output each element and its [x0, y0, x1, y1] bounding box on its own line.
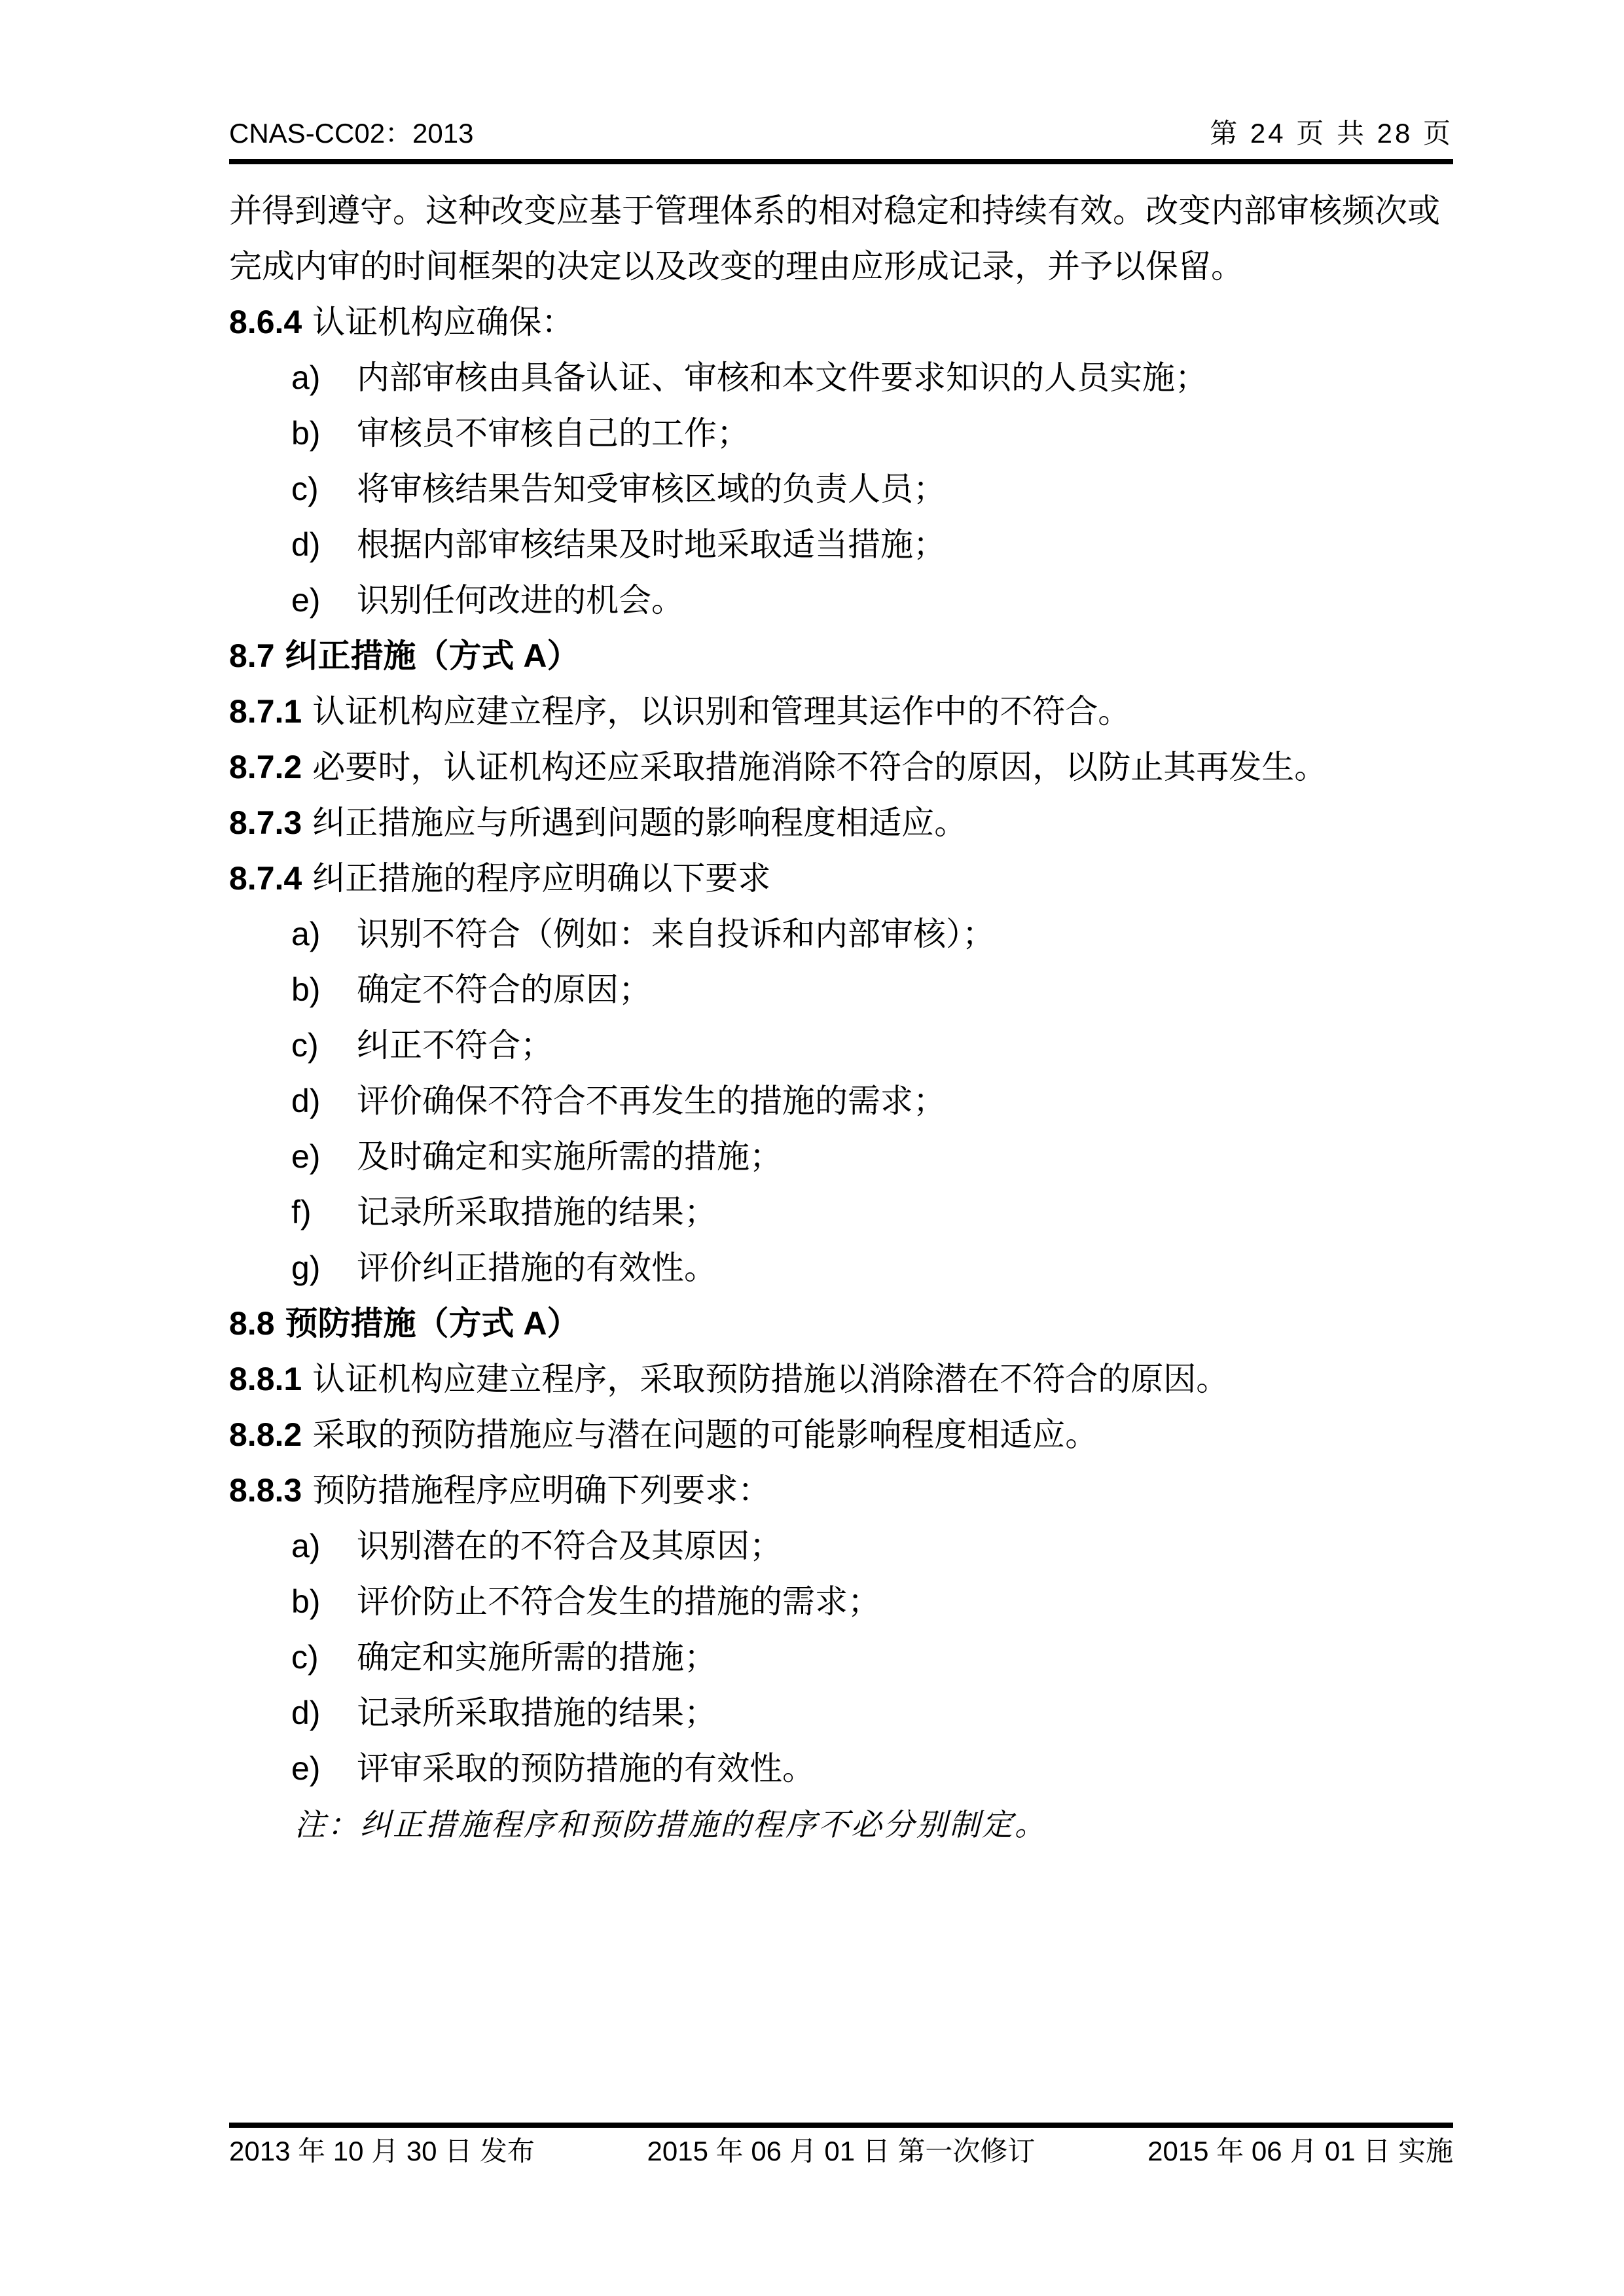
section-number: 8.8.2 [229, 1416, 302, 1453]
content-line [229, 1296, 1453, 1352]
line-text: 认证机构应确保： [312, 304, 575, 340]
content-line [229, 795, 1453, 851]
line-text: 内部审核由具备认证、审核和本文件要求知识的人员实施； [357, 359, 1208, 396]
content-line [229, 1018, 1453, 1073]
line-text: 注：纠正措施程序和预防措施的程序不必分别制定。 [295, 1807, 1047, 1842]
header-rule [229, 159, 1453, 164]
footer-rule [229, 2123, 1453, 2128]
document-body [229, 183, 1453, 1852]
line-text: 识别不符合（例如：来自投诉和内部审核）； [357, 916, 995, 952]
content-line [229, 1685, 1453, 1741]
line-text: 识别潜在的不符合及其原因； [357, 1528, 782, 1564]
line-text: 必要时，认证机构还应采取措施消除不符合的原因，以防止其再发生。 [312, 749, 1327, 785]
line-text: 预防措施程序应明确下列要求： [312, 1472, 771, 1509]
line-text: 记录所采取措施的结果； [357, 1695, 717, 1731]
footer-revision-date: 2015 年 06 月 01 日 第一次修订 [647, 2136, 1036, 2166]
line-text: 评价纠正措施的有效性。 [357, 1249, 717, 1286]
list-marker: b) [291, 971, 321, 1008]
line-text: 确定不符合的原因； [357, 971, 651, 1008]
content-line [229, 1630, 1453, 1685]
section-number: 8.8.3 [229, 1472, 302, 1509]
content-line [229, 962, 1453, 1018]
content-line [229, 1407, 1453, 1463]
content-line [229, 295, 1453, 350]
line-text: 纠正不符合； [357, 1027, 553, 1064]
line-text: 纠正措施（方式 A） [285, 637, 580, 674]
list-marker: c) [291, 1639, 319, 1676]
section-number: 8.7.4 [229, 860, 302, 897]
content-line [229, 406, 1453, 461]
section-number: 8.7.2 [229, 749, 302, 785]
footer-implementation-date: 2015 年 06 月 01 日 实施 [1147, 2136, 1453, 2166]
line-text: 评价确保不符合不再发生的措施的需求； [357, 1083, 946, 1119]
content-line [229, 573, 1453, 628]
line-text: 评审采取的预防措施的有效性。 [357, 1750, 815, 1787]
content-line [229, 1574, 1453, 1630]
line-text: 根据内部审核结果及时地采取适当措施； [357, 526, 946, 563]
list-marker: a) [291, 359, 321, 396]
content-line [229, 1352, 1453, 1407]
content-line [229, 1129, 1453, 1185]
content-line [229, 1463, 1453, 1518]
content-line [229, 1797, 1453, 1852]
page-header [229, 117, 1453, 151]
list-marker: d) [291, 1083, 321, 1119]
content-line [229, 1185, 1453, 1240]
content-line [229, 239, 1453, 295]
line-text: 并得到遵守。这种改变应基于管理体系的相对稳定和持续有效。改变内部审核频次或 [229, 192, 1440, 229]
line-text: 纠正措施应与所遇到问题的影响程度相适应。 [312, 804, 967, 841]
line-text: 完成内审的时间框架的决定以及改变的理由应形成记录，并予以保留。 [229, 248, 1244, 285]
line-text: 识别任何改进的机会。 [357, 582, 684, 619]
list-marker: a) [291, 1528, 321, 1564]
section-number: 8.8 [229, 1305, 275, 1342]
footer-publish-date: 2013 年 10 月 30 日 发布 [229, 2136, 535, 2166]
list-marker: g) [291, 1249, 321, 1286]
line-text: 记录所采取措施的结果； [357, 1194, 717, 1230]
content-line [229, 628, 1453, 684]
page-number-indicator: 第 24 页 共 28 页 [1210, 118, 1453, 149]
line-text: 采取的预防措施应与潜在问题的可能影响程度相适应。 [312, 1416, 1098, 1453]
section-number: 8.7 [229, 637, 275, 674]
line-text: 认证机构应建立程序，采取预防措施以消除潜在不符合的原因。 [312, 1361, 1229, 1397]
document-code: CNAS-CC02：2013 [229, 118, 474, 149]
list-marker: c) [291, 1027, 319, 1064]
content-line [229, 1518, 1453, 1574]
section-number: 8.7.3 [229, 804, 302, 841]
list-marker: d) [291, 1695, 321, 1731]
line-text: 认证机构应建立程序，以识别和管理其运作中的不符合。 [312, 693, 1131, 730]
content-line [229, 461, 1453, 517]
list-marker: e) [291, 1138, 321, 1175]
list-marker: e) [291, 582, 321, 619]
content-line [229, 740, 1453, 795]
content-line [229, 517, 1453, 573]
list-marker: e) [291, 1750, 321, 1787]
list-marker: c) [291, 471, 319, 507]
content-line [229, 906, 1453, 962]
section-number: 8.7.1 [229, 693, 302, 730]
content-line [229, 851, 1453, 906]
content-line [229, 1240, 1453, 1296]
content-line [229, 1073, 1453, 1129]
line-text: 及时确定和实施所需的措施； [357, 1138, 782, 1175]
line-text: 评价防止不符合发生的措施的需求； [357, 1583, 880, 1620]
line-text: 审核员不审核自己的工作； [357, 415, 749, 452]
line-text: 纠正措施的程序应明确以下要求 [312, 860, 771, 897]
content-line [229, 350, 1453, 406]
list-marker: f) [291, 1194, 312, 1230]
content-line [229, 183, 1453, 239]
content-line [229, 1741, 1453, 1797]
content-line [229, 684, 1453, 740]
list-marker: b) [291, 415, 321, 452]
list-marker: d) [291, 526, 321, 563]
line-text: 将审核结果告知受审核区域的负责人员； [357, 471, 946, 507]
list-marker: a) [291, 916, 321, 952]
section-number: 8.8.1 [229, 1361, 302, 1397]
list-marker: b) [291, 1583, 321, 1620]
section-number: 8.6.4 [229, 304, 302, 340]
line-text: 确定和实施所需的措施； [357, 1639, 717, 1676]
line-text: 预防措施（方式 A） [285, 1305, 580, 1342]
page-footer [229, 2132, 1453, 2170]
